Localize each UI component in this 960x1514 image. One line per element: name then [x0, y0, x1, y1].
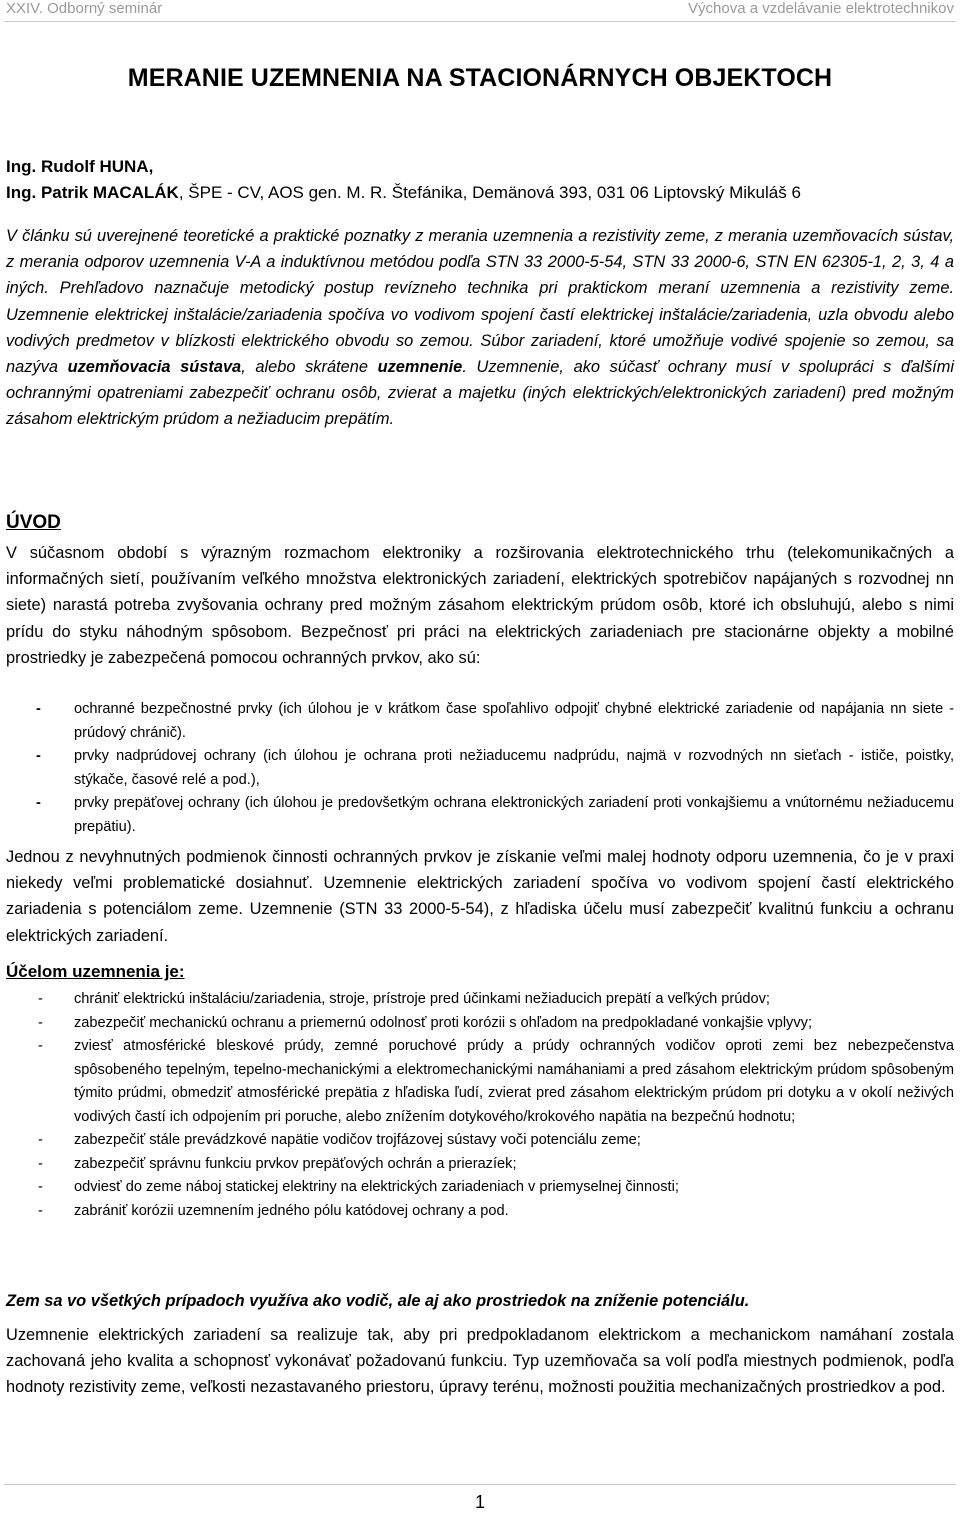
page-header [0, 0, 960, 22]
term-grounding-system: uzemňovacia sústava [67, 358, 242, 377]
list-item: - zabezpečiť stále prevádzkové napätie vodičov trojfázovej sústavy voči potenciálu zeme; [38, 1132, 641, 1148]
header-divider [4, 21, 956, 22]
list-item: - prvky nadprúdovej ochrany (ich úlohou je ochrana proti nežiaducemu nadprúdu, najmä v rozvodných nn sieťach - ističe, poistky, stýkače, časové relé a pod.), [36, 748, 954, 788]
author-2: Ing. Patrik MACALÁK [6, 183, 179, 202]
abstract-text-1: V článku sú uverejnené teoretické a praktické poznatky z merania uzemnenia a rezistivity zeme, z merania uzemňovacích sústav, z merania odporov uzemnenia V-A a induktívnou metódou podľa STN 33 2000-5-54, STN 33 2000-6, STN EN 62305-1, 2, 3, 4 a iných. Prehľadovo naznačuje metodický postup revízneho technika pri praktickom meraní uzemnenia a rezistivity zeme. Uzemnenie elektrickej inštalácie/zariadenia spočíva vo vodivom spojení častí elektrickej inštalácie/zariadenia, uzla obvodu alebo vodivých predmetov v blízkosti elektrického obvodu so zemou. Súbor zariadení, ktoré umožňuje vodivé spojenie so zemou, sa nazýva [6, 227, 954, 377]
author-2-affiliation [6, 180, 801, 206]
intro-paragraph-1: V súčasnom období s výrazným rozmachom elektroniky a rozširovania elektrotechnického trhu (telekomunikačných a informačných sietí, používaním veľkého množstva elektronických zariadení, elektrických spotrebičov napájaných s rozvodnej nn siete) narastá potreba zvyšovania ochrany pred možným zásahom elektrickým prúdom osôb, ktoré ich obsluhujú, alebo s nimi prídu do styku náhodným spôsobom. Bezpečnosť pri práci na elektrických zariadeniach pre stacionárne objekty a mobilné prostriedky je zabezpečená pomocou ochranných prvkov, ako sú: [6, 544, 954, 667]
list-item: - zviesť atmosférické bleskové prúdy, zemné poruchové prúdy a prúdy ochranných vodičov oproti zemi bez nebezpečenstva spôsobeného tepelným, tepelno-mechanickými a elektromechanickými namáhaniami a pred zásahom elektrickým prúdom spôsobeným týmito prúdmi, obmedziť atmosférické prepätia z hľadiska ľudí, zvierat pred zásahom elektrickým prúdom pri dotyku a v okolí neživých vodivých častí ich odpojením pri poruche, alebo znížením dotykového/krokového napätia na bezpečnú hodnotu; [38, 1038, 954, 1125]
purpose-heading: Účelom uzemnenia je: [6, 962, 185, 981]
emphasis-statement: Zem sa vo všetkých prípadoch využíva ako vodič, ale aj ako prostriedok na zníženie potenciálu. [6, 1292, 750, 1310]
abstract [6, 223, 954, 433]
authors-block [6, 154, 801, 206]
list-item: - zabezpečiť mechanickú ochranu a priemernú odolnosť proti korózii s ohľadom na predpokladané vonkajšie vplyvy; [38, 1014, 813, 1031]
abstract-text-mid: , alebo skrátene [241, 358, 378, 377]
seminar-topic: Výchova a vzdelávanie elektrotechnikov [688, 0, 954, 17]
list-item: - chrániť elektrickú inštaláciu/zariadenia, stroje, prístroje pred účinkami nežiaducich prepätí a veľkých prúdov; [38, 991, 770, 1007]
author-1: Ing. Rudolf HUNA, [6, 157, 154, 176]
page-number: 1 [474, 1492, 485, 1512]
paper-title: MERANIE UZEMNENIA NA STACIONÁRNYCH OBJEKTOCH [127, 64, 833, 92]
affiliation: , ŠPE - CV, AOS gen. M. R. Štefánika, Demänová 393, 031 06 Liptovský Mikuláš 6 [178, 183, 801, 202]
abstract-text-2: . Uzemnenie, ako súčasť ochrany musí v spolupráci s ďalšími ochrannými opatreniami zabezpečiť ochranu osôb, zvierat a majetku (iných elektrických/elektronických zariadení) pred možným zásahom elektrickým prúdom a nežiaducim prepätím. [6, 358, 954, 429]
list-item: - zabrániť korózii uzemnením jedného pólu katódovej ochrany a pod. [38, 1202, 509, 1219]
intro-paragraph-2: Jednou z nevyhnutných podmienok činnosti ochranných prvkov je získanie veľmi malej hodnoty odporu uzemnenia, čo je v praxi niekedy veľmi problematické dosiahnuť. Uzemnenie elektrických zariadení spočíva vo vodivom spojení častí elektrického zariadenia s potenciálom zeme. Uzemnenie (STN 33 2000-5-54), z hľadiska účelu musí zabezpečiť kvalitnú funkciu a ochranu elektrických zariadení. [6, 848, 954, 945]
list-item: - prvky prepäťovej ochrany (ich úlohou je predovšetkým ochrana elektronických zariadení proti vonkajšiemu a vnútornému nežiaducemu prepätiu). [36, 795, 954, 835]
footer-divider [4, 1484, 956, 1485]
list-item: - ochranné bezpečnostné prvky (ich úlohou je v krátkom čase spoľahlivo odpojiť chybné elektrické zariadenie od napájania nn siete - prúdový chránič). [36, 701, 954, 741]
closing-paragraph: Uzemnenie elektrických zariadení sa realizuje tak, aby pri predpokladanom elektrickom a mechanickom namáhaní zostala zachovaná jeho kvalita a schopnosť vykonávať požadovanú funkciu. Typ uzemňovača sa volí podľa miestnych podmienok, podľa hodnoty rezistivity zeme, veľkosti nezastavaného priestoru, úpravy terénu, možnosti použitia mechanizačných prostriedkov a pod. [6, 1326, 954, 1397]
intro-heading: ÚVOD [6, 512, 61, 533]
list-item: - odviesť do zeme náboj statickej elektriny na elektrických zariadeniach v priemyselnej činnosti; [38, 1179, 679, 1195]
term-grounding: uzemnenie [377, 358, 463, 377]
list-item: - zabezpečiť správnu funkciu prvkov prepäťových ochrán a prierazíek; [38, 1155, 517, 1172]
protection-elements-list [36, 698, 954, 839]
seminar-name: XXIV. Odborný seminár [6, 0, 163, 17]
purpose-list [6, 988, 954, 1223]
